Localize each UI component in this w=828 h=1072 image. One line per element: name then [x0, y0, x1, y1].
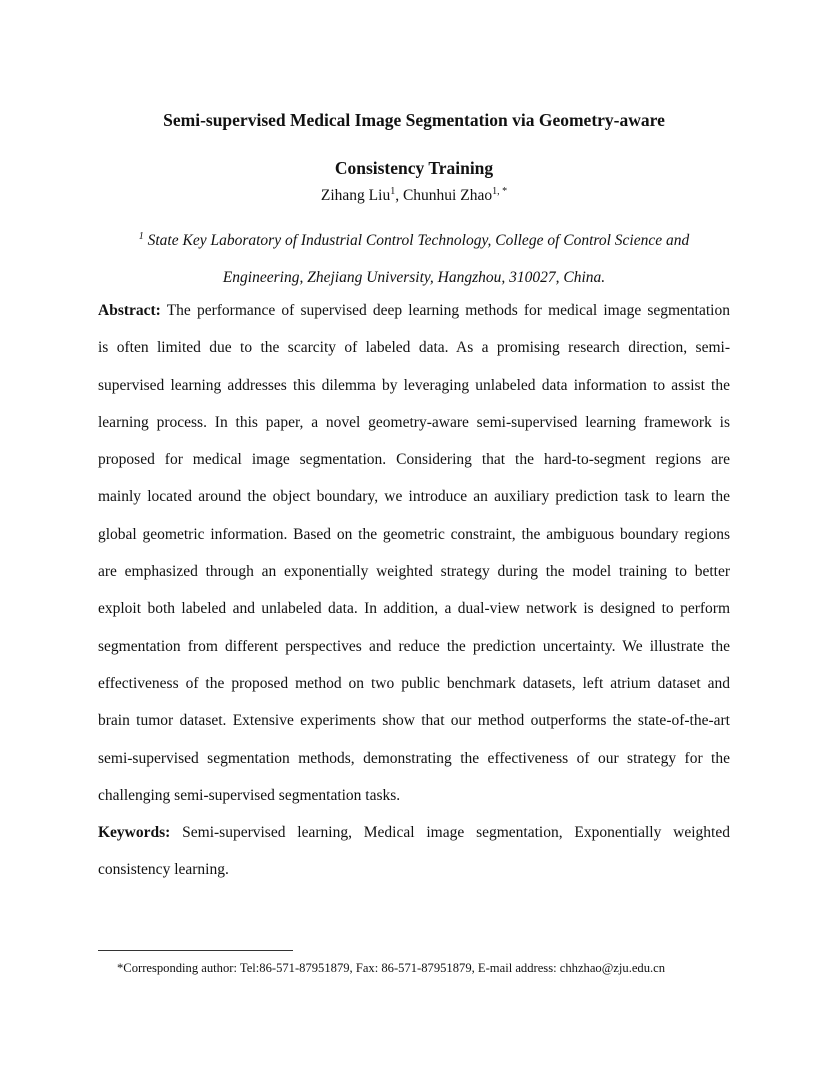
author-list — [98, 184, 730, 208]
abstract-line: is often limited due to the scarcity of labeled data. As a promising research direction, semi- — [98, 339, 730, 357]
affiliation-mark: 1 — [138, 230, 144, 242]
keywords-text: Semi-supervised learning, Medical image segmentation, Exponentially weighted — [170, 824, 730, 841]
abstract-line: are emphasized through an exponentially weighted strategy during the model training to better — [98, 563, 730, 581]
corresponding-author-footnote: *Corresponding author: Tel:86-571-87951879, Fax: 86-571-87951879, E-mail address: chhzhao@zju.edu.cn — [117, 961, 666, 975]
keywords-line — [98, 814, 730, 851]
keywords — [98, 814, 730, 889]
author-affiliation-mark: 1, * — [492, 185, 508, 197]
affiliation — [98, 222, 730, 296]
paper-title — [98, 96, 730, 192]
affiliation-text: State Key Laboratory of Industrial Control Technology, College of Control Science and — [143, 232, 690, 249]
abstract-line: supervised learning addresses this dilemma by leveraging unlabeled data information to assist the — [98, 376, 730, 394]
keywords-line: consistency learning. — [98, 861, 229, 879]
abstract-text: The performance of supervised deep learning methods for medical image segmentation — [160, 302, 730, 319]
abstract-line: exploit both labeled and unlabeled data. In addition, a dual-view network is designed to perform — [98, 600, 730, 618]
title-line-2: Consistency Training — [334, 158, 494, 178]
author-name: Chunhui Zhao — [402, 187, 493, 204]
abstract-label: Abstract: — [98, 302, 161, 319]
abstract-line: segmentation from different perspectives and reduce the prediction uncertainty. We illustrate the — [98, 637, 730, 655]
author-separator: , — [395, 187, 403, 204]
abstract-line — [98, 292, 730, 329]
abstract-line: brain tumor dataset. Extensive experiments show that our method outperforms the state-of-the-art — [98, 712, 730, 730]
abstract — [98, 292, 730, 814]
affiliation-line-2: Engineering, Zhejiang University, Hangzhou, 310027, China. — [222, 269, 606, 286]
title-line-1: Semi-supervised Medical Image Segmentation via Geometry-aware — [163, 110, 665, 130]
abstract-line: challenging semi-supervised segmentation tasks. — [98, 786, 401, 804]
keywords-label: Keywords: — [98, 824, 171, 841]
abstract-line: mainly located around the object boundary, we introduce an auxiliary prediction task to learn the — [98, 488, 730, 506]
author-affiliation-mark: 1 — [390, 185, 396, 197]
abstract-line: effectiveness of the proposed method on two public benchmark datasets, left atrium dataset and — [98, 674, 730, 692]
footnote-divider — [98, 950, 293, 951]
abstract-line: semi-supervised segmentation methods, demonstrating the effectiveness of our strategy for the — [98, 749, 730, 767]
abstract-line: global geometric information. Based on the geometric constraint, the ambiguous boundary regions — [98, 525, 730, 543]
abstract-line: proposed for medical image segmentation. Considering that the hard-to-segment regions are — [98, 451, 730, 469]
abstract-line: learning process. In this paper, a novel geometry-aware semi-supervised learning framework is — [98, 413, 730, 431]
affiliation-line-1 — [98, 222, 730, 259]
author-name: Zihang Liu — [320, 187, 391, 204]
